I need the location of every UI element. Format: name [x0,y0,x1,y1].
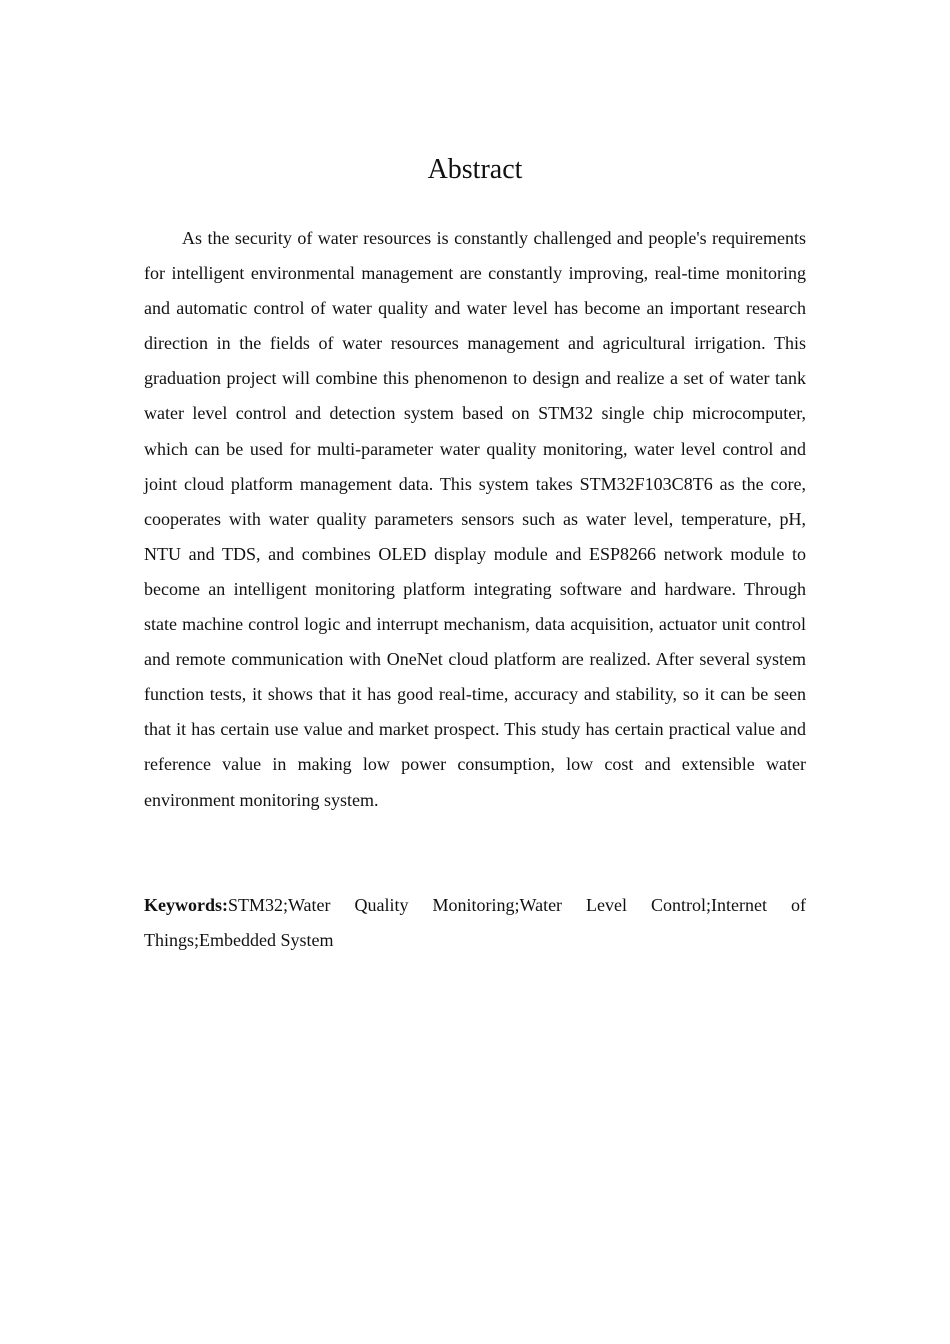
abstract-paragraph: As the security of water resources is constantly challenged and people's requirements for intelligent environmental management are constantly improving, real-time monitoring and automatic control of water quality and water level has become an important research direction in the fields of water resources management and agricultural irrigation. This graduation project will combine this phenomenon to design and realize a set of water tank water level control and detection system based on STM32 single chip microcomputer, which can be used for multi-parameter water quality monitoring, water level control and joint cloud platform management data. This system takes STM32F103C8T6 as the core, cooperates with water quality parameters sensors such as water level, temperature, pH, NTU and TDS, and combines OLED display module and ESP8266 network module to become an intelligent monitoring platform integrating software and hardware. Through state machine control logic and interrupt mechanism, data acquisition, actuator unit control and remote communication with OneNet cloud platform are realized. After several system function tests, it shows that it has good real-time, accuracy and stability, so it can be seen that it has certain use value and market prospect. This study has certain practical value and reference value in making low power consumption, low cost and extensible water environment monitoring system. [144,228,806,810]
page-title: Abstract [427,154,523,185]
keywords-line [144,888,806,958]
keywords-label: Keywords: [144,895,228,915]
keywords-text: STM32;Water Quality Monitoring;Water Level Control;Internet of Things;Embedded System [144,895,806,951]
